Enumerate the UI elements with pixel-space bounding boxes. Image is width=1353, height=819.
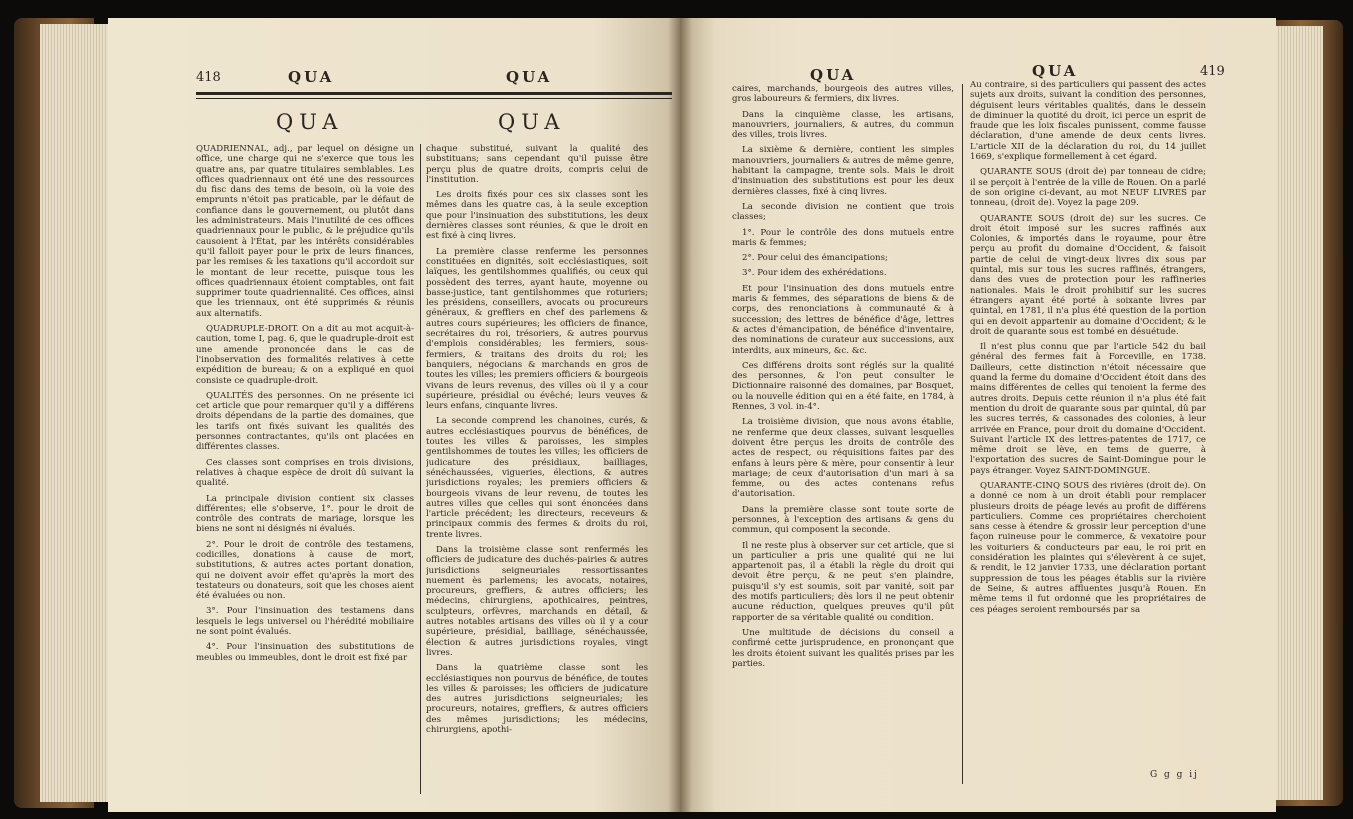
paragraph: 3°. Pour idem des exhérédations.	[742, 268, 887, 279]
right-running-head-2: QUA	[1032, 62, 1079, 80]
paragraph: 2°. Pour celui des émancipations;	[742, 253, 888, 264]
paragraph: La seconde division ne contient que trois classes;	[732, 201, 954, 223]
paragraph: Dans la cinquième classe, les artisans, manouvriers, journaliers, & autres, du commun des villes, trois livres.	[732, 109, 954, 141]
paragraph: La seconde comprend les chanoines, curés, & autres ecclésiastiques pourvus de bénéfices, de toutes les villes & paroisses, les simples gentilshommes de toutes les villes; les officiers de judicature des présidiaux, bailliages, sénéchaussées, vigueries, élections, & autres jurisdictions royales; les premiers officiers & bourgeois vivans de leur revenu, de toutes les autres villes que celles qui sont énoncées dans l'article précédent; les directeurs, receveurs & principaux commis des fermes & droits du roi, trente livres.	[426, 416, 648, 540]
left-head-rule-thin	[196, 98, 672, 99]
right-column-divider	[962, 84, 963, 784]
paragraph: Ces classes sont comprises en trois divisions, relatives à chaque espèce de droit dû suivant la qualité.	[196, 457, 414, 489]
paragraph: 2°. Pour le droit de contrôle des testamens, codicilles, donations à cause de mort, substitutions, & autres actes portant donation, qui ne doivent avoir effet qu'après la mort des testateurs ou donateurs, soit que les choses aient été évaluées ou non.	[196, 539, 414, 602]
right-page-column-2	[970, 80, 1206, 768]
paragraph: La principale division contient six classes différentes; elle s'observe, 1°. pour le droit de contrôle des contrats de mariage, lorsque les biens ne sont ni désignés ni évalués.	[196, 493, 414, 535]
paragraph: 1°. Pour le contrôle des dons mutuels entre maris & femmes;	[732, 227, 954, 248]
left-section-title-1: QUA	[276, 110, 344, 134]
signature-mark: G g g ij	[1150, 770, 1199, 780]
left-folio: 418	[196, 70, 221, 85]
left-running-head-1: QUA	[288, 68, 335, 86]
left-page-column-2	[426, 144, 648, 804]
paragraph: La sixième & dernière, contient les simples manouvriers, journaliers & autres de même genre, habitant la campagne, trente sols. Mais le droit d'insinuation des substitutions est pour les deux dernières classes, fixé à cinq livres.	[732, 145, 954, 197]
left-running-head-2: QUA	[506, 68, 553, 86]
book-gutter	[668, 18, 692, 812]
entry-quarante-sous-sucres: QUARANTE SOUS (droit de) sur les sucres. Ce droit étoit imposé sur les sucres raffinés aux Colonies, & importés dans le royaume, pour être perçu au profit du domaine d'Occident, & faisoit partie de celui de vingt-deux livres dix sous par quintal, mis sur tous les sucres raffinés, étrangers, dans des vues de protection pour les raffineries nationales. Mais le droit prohibitif sur les sucres étrangers ayant été porté à soixante livres par quintal, en 1781, il n'a plus été question de la portion qui en devoit appartenir au domaine d'Occident; & le droit de quarante sous est tombé en désuétude.	[970, 213, 1206, 337]
paragraph: 3°. Pour l'insinuation des testamens dans lesquels le legs universel ou l'hérédité mobiliaire ne sont point évalués.	[196, 606, 414, 638]
paragraph: chaque substitué, suivant la qualité des substituans; sans cependant qu'il puisse être perçu plus de quatre droits, compris celui de l'institution.	[426, 144, 648, 185]
entry-quarante-sous-cidre: QUARANTE SOUS (droit de) par tonneau de cidre; il se perçoit à l'entrée de la ville de Rouen. On a parlé de son origine ci-devant, au mot NEUF LIVRES par tonneau, (droit de). Voyez la page 209.	[970, 167, 1206, 209]
left-page-edges	[40, 24, 110, 802]
right-page-column-1	[732, 84, 954, 764]
right-page	[680, 18, 1276, 812]
entry-quarante-cinq-sous: QUARANTE-CINQ SOUS des rivières (droit de). On a donné ce nom à un droit établi pour remplacer plusieurs droits de péage levés au profit de différens particuliers. Comme ces propriétaires cherchoient sans cesse à étendre & grossir leur perception d'une façon ruineuse pour le commerce, & vexatoire pour les voituriers & conducteurs par eau, le roi prit en considération les plaintes qui s'élevèrent à ce sujet, & rendit, le 12 janvier 1733, une déclaration portant suppression de tous les péages établis sur la rivière de Seine, & autres affluentes jusqu'à Rouen. En même tems il fut ordonné que les propriétaires de ces péages seroient remboursés par sa	[970, 480, 1206, 615]
paragraph: Les droits fixés pour ces six classes sont les mêmes dans les quatre cas, à la seule exception que pour l'insinuation des substitutions, les deux dernières classes sont réunies, & que le droit en est fixé à cinq livres.	[426, 190, 648, 242]
paragraph: Une multitude de décisions du conseil a confirmé cette jurisprudence, en prononçant que les droits étoient suivant les qualités prises par les parties.	[732, 627, 954, 669]
right-folio: 419	[1200, 64, 1225, 79]
paragraph: 4°. Pour l'insinuation des substitutions de meubles ou immeubles, dont le droit est fixé par	[196, 642, 414, 663]
entry-quadruple-droit: QUADRUPLE-DROIT. On a dit au mot acquit-à-caution, tome I, pag. 6, que le quadruple-droit est une amende prononcée dans le cas de l'inobservation des formalités relatives à cette expédition de bureau; & on a expliqué en quoi consiste ce quadruple-droit.	[196, 324, 414, 386]
left-column-divider	[420, 144, 421, 794]
paragraph: Dans la troisième classe sont renfermés les officiers de judicature des duchés-pairies & autres jurisdictions seigneuriales ressortissantes nuement ès parlemens; les avocats, notaires, procureurs, greffiers, & autres officiers; les médecins, chirurgiens, apothicaires, peintres, sculpteurs, orfèvres, marchands en détail, & autres notables artisans des villes où il y a cour supérieure, présidial, bailliage, sénéchaussée, élection & autres jurisdictions royales, vingt livres.	[426, 544, 648, 658]
left-section-title-2: QUA	[498, 110, 566, 134]
paragraph: Au contraire, si des particuliers qui passent des actes sujets aux droits, suivant la condition des personnes, déguisent leurs véritables qualités, dans le dessein de diminuer la quotité du droit, ici perce un esprit de fraude que les loix fiscales punissent, comme fausse déclaration, d'une amende de deux cents livres. L'article XII de la déclaration du roi, du 14 juillet 1669, s'explique formellement à cet égard.	[970, 80, 1206, 163]
left-page	[108, 18, 680, 812]
left-page-column-1	[196, 144, 414, 804]
paragraph: Dans la première classe sont toute sorte de personnes, à l'exception des artisans & gens du commun, qui composent la seconde.	[732, 504, 954, 536]
paragraph: Il ne reste plus à observer sur cet article, que si un particulier a pris une qualité qui ne lui appartenoit pas, il a établi la règle du droit qui devoit être perçu, & ne peut s'en plaindre, puisqu'il s'y est soumis, soit par vanité, soit par des motifs particuliers; dès lors il ne peut obtenir aucune réduction, quelques preuves qu'il pût rapporter de sa véritable qualité ou condition.	[732, 540, 954, 623]
paragraph: La troisième division, que nous avons établie, ne renferme que deux classes, suivant lesquelles doivent être perçus les droits de contrôle des actes de respect, ou réquisitions faites par des enfans à leurs père & mère, pour consentir à leur mariage; de ceux d'autorisation d'un mari à sa femme, ou des actes contenans refus d'autorisation.	[732, 417, 954, 500]
right-running-head-1: QUA	[810, 66, 857, 84]
paragraph: Ces différens droits sont réglés sur la qualité des personnes, & l'on peut consulter le Dictionnaire raisonné des domaines, par Bosquet, ou la nouvelle édition qui en a été faite, en 1784, à Rennes, 3 vol. in-4°.	[732, 360, 954, 413]
left-head-rule-thick	[196, 92, 672, 95]
paragraph: Il n'est plus connu que par l'article 542 du bail général des fermes fait à Forceville, en 1738. Dailleurs, cette distinction n'étoit nécessaire que quand la ferme du domaine d'Occident étoit dans des mains différentes de celles qui tenoient la ferme des autres droits. Depuis cette réunion il n'a plus été fait mention du droit de quarante sous par quintal, dû par les sucres terrés, & cassonades des colonies, à leur arrivée en France, pour droit du domaine d'Occident. Suivant l'article IX des lettres-patentes de 1717, ce même droit se lève, en tems de guerre, à l'exportation des sucres de Saint-Domingue pour le pays étranger. Voyez SAINT-DOMINGUE.	[970, 342, 1206, 476]
entry-quadriennal: QUADRIENNAL, adj., par lequel on désigne un office, une charge qui ne s'exerce que tous les quatre ans, par quatre titulaires semblables. Les offices quadriennaux ont été une des ressources du fisc dans des tems de besoin, où la voie des emprunts n'étoit pas praticable, par le défaut de confiance dans le gouvernement, ou plutôt dans les administrateurs. Mais l'inutilité de ces offices quadriennaux pour le public, & le préjudice qu'ils causoient à l'État, par les intérêts considérables qu'il falloit payer pour le prix de leurs finances, par les remises & les taxations qu'il accordoit sur le montant de leur recette, puisque tous les offices quadriennaux étoient comptables, ont fait supprimer toute quadriennalité. Ces offices, ainsi que les triennaux, ont été supprimés & réunis aux alternatifs.	[196, 144, 414, 319]
paragraph: La première classe renferme les personnes constituées en dignités, soit ecclésiastiques, soit laïques, les gentilshommes qualifiés, ou ceux qui possèdent des terres, ayant haute, moyenne ou basse-justice, tant gentilshommes que roturiers; les présidens, conseillers, avocats ou procureurs généraux, & greffiers en chef des parlemens & autres cours supérieures; les officiers de finance, secrétaires du roi, trésoriers, & autres pourvus d'emplois considérables; les fermiers, sous-fermiers, & traitans des droits du roi; les banquiers, négocians & marchands en gros de toutes les villes; les premiers officiers & bourgeois vivans de leurs revenus, des villes où il y a cour supérieure, présidial ou évêché; leurs veuves & leurs enfans, cinquante livres.	[426, 246, 648, 412]
paragraph: caires, marchands, bourgeois des autres villes, gros laboureurs & fermiers, dix livres.	[732, 84, 954, 105]
paragraph: Et pour l'insinuation des dons mutuels entre maris & femmes, des séparations de biens & de corps, des renonciations à communauté & à succession; des lettres de bénéfice d'âge, lettres & actes d'émancipation, de bénéfice d'inventaire, des nominations de curateur aux successions, aux interdits, aux mineurs, &c. &c.	[732, 283, 954, 356]
paragraph: Dans la quatrième classe sont les ecclésiastiques non pourvus de bénéfice, de toutes les villes & paroisses; les officiers de judicature des autres jurisdictions seigneuriales; les procureurs, notaires, greffiers, & autres officiers des mêmes jurisdictions; les médecins, chirurgiens, apothi-	[426, 663, 648, 736]
entry-qualites: QUALITÉS des personnes. On ne présente ici cet article que pour remarquer qu'il y a différens droits dépendans de la partie des domaines, que les tarifs ont fixés suivant les qualités des personnes contractantes, qu'ils ont placées en différentes classes.	[196, 390, 414, 453]
